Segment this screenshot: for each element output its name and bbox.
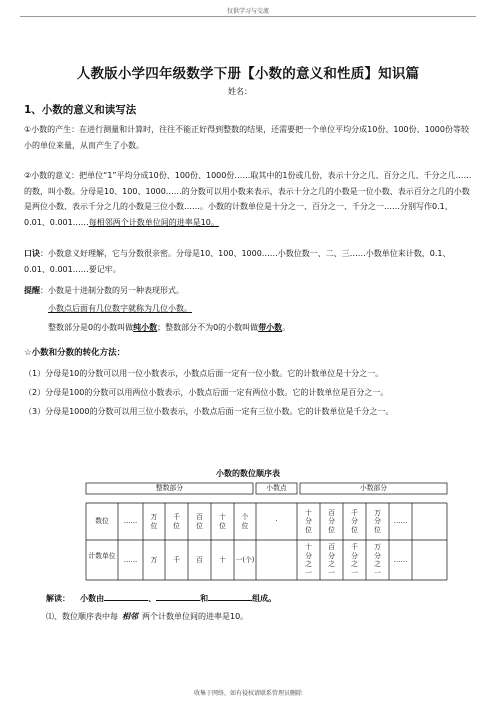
- adjacent-term: 相邻: [122, 612, 138, 621]
- document-title: 人教版小学四年级数学下册【小数的意义和性质】知识篇: [76, 66, 420, 82]
- adjacent-note: [46, 611, 248, 622]
- blank-1[interactable]: [104, 592, 148, 601]
- mixed-text: ；整数部分不为0的小数叫做: [157, 323, 259, 332]
- blank-2[interactable]: [156, 592, 200, 601]
- pure-text: 整数部分是0的小数叫做: [48, 323, 134, 332]
- reading-note: [46, 592, 276, 604]
- place-cell-0: ……: [123, 517, 138, 526]
- unit-cell-1: 万: [150, 555, 158, 564]
- place-cell-9: 千 分 位: [351, 508, 358, 534]
- header-decimal-point: 小数点: [266, 484, 287, 492]
- reminder-text: ：小数是十进制分数的另一种表现形式。: [40, 286, 184, 295]
- table-title: 小数的数位顺序表: [216, 469, 280, 478]
- unit-cell-3: 百: [196, 555, 203, 564]
- meaning-rate-text: 每相邻两个计数单位间的进率是10。: [88, 217, 219, 227]
- and-text: 和: [200, 594, 209, 603]
- unit-cell-7: 十 分 之 一: [305, 543, 312, 577]
- composed-of-text: 小数由: [80, 594, 105, 603]
- row-label-place: 数位: [95, 517, 109, 525]
- rhyme-label: 口诀: [24, 249, 40, 258]
- place-cell-3: 百 位: [196, 513, 203, 530]
- unit-cell-10: 万 分 之 一: [374, 543, 381, 577]
- adjacent-text-c: 两个计数单位间的进率是10。: [142, 612, 249, 621]
- unit-cell-0: ……: [123, 555, 138, 564]
- page-footer: 收集于网络，如有侵权请联系管理员删除: [193, 690, 302, 697]
- place-cell-8: 百 分 位: [328, 508, 335, 534]
- reading-label: 解读：: [46, 594, 70, 603]
- conversion-item-1: （1）分母是10的分数可以用一位小数表示，小数点后面一定有一位小数。它的计数单位是十分之一。: [24, 369, 384, 378]
- period-text: 。: [282, 323, 291, 332]
- place-cell-7: 十 分 位: [305, 508, 312, 534]
- conversion-item-3: （3）分母是1000的分数可以用三位小数表示，小数点后面一定有三位小数。它的计数单位是千分之一。: [24, 407, 394, 416]
- unit-cell-4: 十: [219, 555, 226, 564]
- place-cell-6: ·: [275, 517, 278, 526]
- place-cell-2: 千 位: [173, 513, 180, 530]
- unit-cell-2: 千: [173, 555, 180, 564]
- place-cell-1: 万 位: [150, 513, 158, 530]
- meaning-text: ②小数的意义：把单位“1”平均分成10份、100份、1000份……取其中的1份或几份，表示十分之几、百分之几、千分之几……的数，叫小数。分母是10、100、1000……的分数可以用小数来表示，表示十分之几的小数是一位小数、表示百分之几的小数是两位小数、表示千分之几的小数是三位小数……。小数的计数单位是十分之一、百分之一、千分之一……分别写作0.1、0.01、0.001……: [24, 171, 472, 227]
- section2-heading: ☆小数和分数的转化方法：: [24, 348, 126, 358]
- decimal-places-note: 小数点后面有几位数字就称为几位小数。: [48, 304, 192, 313]
- unit-cell-9: 千 分 之 一: [351, 543, 358, 577]
- unit-cell-5: 一(个): [235, 555, 255, 564]
- place-cell-4: 十 位: [219, 513, 226, 530]
- comma-text: 、: [148, 594, 157, 603]
- composed-end-text: 组成。: [252, 594, 277, 603]
- blank-3[interactable]: [208, 592, 252, 601]
- adjacent-text-a: ⑴、数位顺序表中每: [46, 612, 118, 621]
- conversion-item-2: （2）分母是100的分数可以用两位小数表示，小数点后面一定有两位小数。它的计数单位是百分之一。: [24, 388, 389, 397]
- place-cell-11: ……: [393, 517, 408, 526]
- unit-cell-11: ……: [393, 555, 408, 564]
- row-label-unit: 计数单位: [88, 552, 116, 560]
- place-cell-5: 个 位: [241, 513, 249, 530]
- place-cell-10: 万 分 位: [374, 508, 381, 534]
- section1-heading: 1、小数的意义和读写法: [24, 104, 137, 116]
- header-decimal-part: 小数部分: [359, 484, 388, 492]
- unit-cell-8: 百 分 之 一: [328, 543, 335, 577]
- rhyme-text: ：小数意义好理解，它与分数很亲密。分母是10、100、1000……小数位数一、二、三……小数单位来计数，0.1、0.01、0.001……要记牢。: [24, 249, 451, 274]
- pure-decimal-term: 纯小数: [133, 323, 158, 332]
- header-integer-part: 整数部分: [155, 484, 184, 492]
- reminder-label: 提醒: [24, 286, 40, 295]
- paragraph-origin: ①小数的产生：在进行测量和计算时，往往不能正好得到整数的结果，还需要把一个单位平均分成10份、100份、1000份等较小的单位来量，从而产生了小数。: [24, 125, 469, 150]
- mixed-decimal-term: 带小数: [258, 323, 283, 332]
- page-header: 仅供学习与交流: [226, 8, 269, 15]
- name-label: 姓名：: [228, 87, 252, 96]
